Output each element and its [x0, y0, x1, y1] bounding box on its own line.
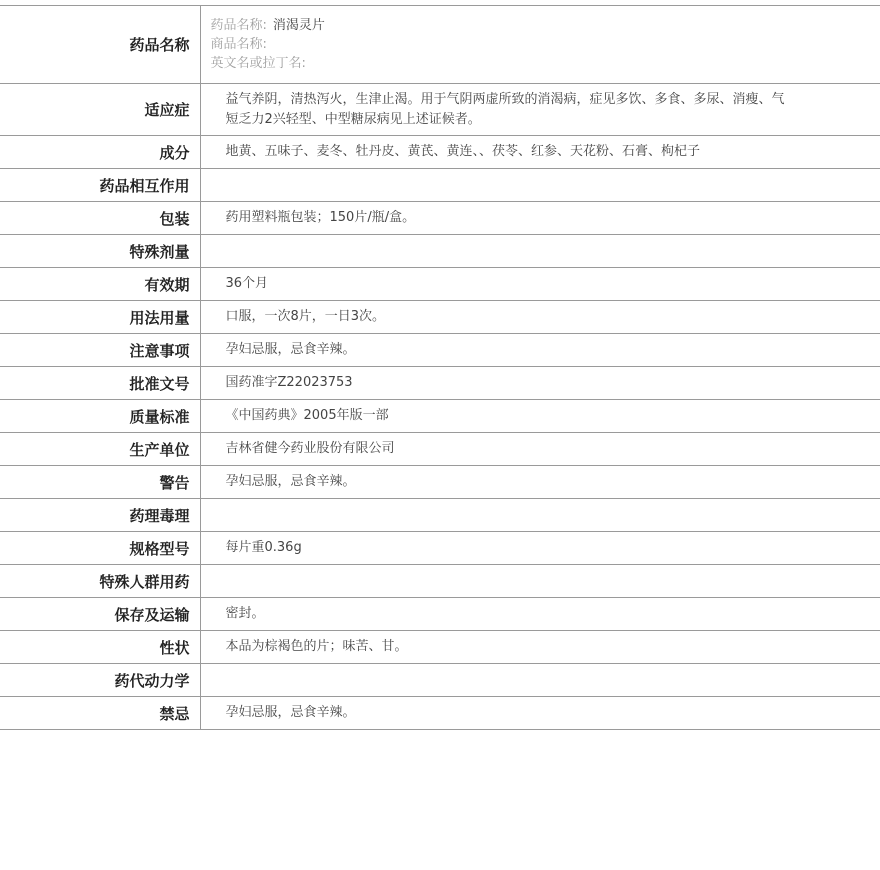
row-interactions	[0, 169, 880, 202]
trade-name-label: 商品名称:	[210, 37, 267, 52]
row-shelf-life	[0, 268, 880, 301]
row-label: 药品名称	[0, 6, 200, 84]
row-drug-name	[0, 6, 880, 84]
row-approval-number	[0, 367, 880, 400]
row-label: 药代动力学	[0, 664, 200, 697]
row-pharmacology	[0, 499, 880, 532]
row-value: 密封。	[200, 598, 880, 631]
row-value: 国药准字Z22023753	[200, 367, 880, 400]
row-quality-standard	[0, 400, 880, 433]
row-value: 36个月	[200, 268, 880, 301]
trade-name-line	[211, 35, 791, 54]
row-label: 性状	[0, 631, 200, 664]
row-contraindications	[0, 697, 880, 730]
drug-name-block	[200, 6, 880, 84]
row-label: 保存及运输	[0, 598, 200, 631]
row-value: 《中国药典》2005年版一部	[200, 400, 880, 433]
row-storage	[0, 598, 880, 631]
row-label: 注意事项	[0, 334, 200, 367]
row-value	[200, 169, 880, 202]
row-indications	[0, 84, 880, 136]
row-ingredients	[0, 136, 880, 169]
row-manufacturer	[0, 433, 880, 466]
row-warning	[0, 466, 880, 499]
drug-info-table	[0, 5, 880, 730]
row-label: 药理毒理	[0, 499, 200, 532]
row-usage-dosage	[0, 301, 880, 334]
row-value: 孕妇忌服，忌食辛辣。	[200, 334, 880, 367]
row-pharmacokinetics	[0, 664, 880, 697]
row-value: 益气养阴，清热泻火，生津止渴。用于气阴两虚所致的消渴病，症见多饮、多食、多尿、消瘦、气短乏力2兴轻型、中型糖尿病见上述证候者。	[200, 84, 880, 136]
row-value: 药用塑料瓶包装；150片/瓶/盒。	[200, 202, 880, 235]
row-value	[200, 664, 880, 697]
generic-name-line	[211, 16, 791, 35]
row-label: 特殊人群用药	[0, 565, 200, 598]
generic-name-label: 药品名称:	[210, 18, 267, 33]
row-label: 批准文号	[0, 367, 200, 400]
row-value	[200, 499, 880, 532]
english-name-line	[211, 54, 791, 73]
row-label: 特殊剂量	[0, 235, 200, 268]
row-value	[200, 235, 880, 268]
row-label: 药品相互作用	[0, 169, 200, 202]
row-precautions	[0, 334, 880, 367]
row-value: 孕妇忌服，忌食辛辣。	[200, 697, 880, 730]
row-label: 警告	[0, 466, 200, 499]
row-label: 质量标准	[0, 400, 200, 433]
row-special-populations	[0, 565, 880, 598]
row-label: 适应症	[0, 84, 200, 136]
row-specification	[0, 532, 880, 565]
row-label: 成分	[0, 136, 200, 169]
row-label: 有效期	[0, 268, 200, 301]
english-name-label: 英文名或拉丁名:	[210, 56, 306, 71]
row-value: 本品为棕褐色的片；味苦、甘。	[200, 631, 880, 664]
generic-name-value: 消渴灵片	[272, 18, 325, 33]
row-label: 用法用量	[0, 301, 200, 334]
row-special-dosage	[0, 235, 880, 268]
row-value: 孕妇忌服，忌食辛辣。	[200, 466, 880, 499]
row-appearance	[0, 631, 880, 664]
row-label: 禁忌	[0, 697, 200, 730]
row-packaging	[0, 202, 880, 235]
row-value: 吉林省健今药业股份有限公司	[200, 433, 880, 466]
row-label: 规格型号	[0, 532, 200, 565]
row-label: 包装	[0, 202, 200, 235]
row-value: 每片重0.36g	[200, 532, 880, 565]
row-value	[200, 565, 880, 598]
row-value: 地黄、五味子、麦冬、牡丹皮、黄芪、黄连、、茯苓、红参、天花粉、石膏、枸杞子	[200, 136, 880, 169]
row-label: 生产单位	[0, 433, 200, 466]
row-value: 口服，一次8片，一日3次。	[200, 301, 880, 334]
